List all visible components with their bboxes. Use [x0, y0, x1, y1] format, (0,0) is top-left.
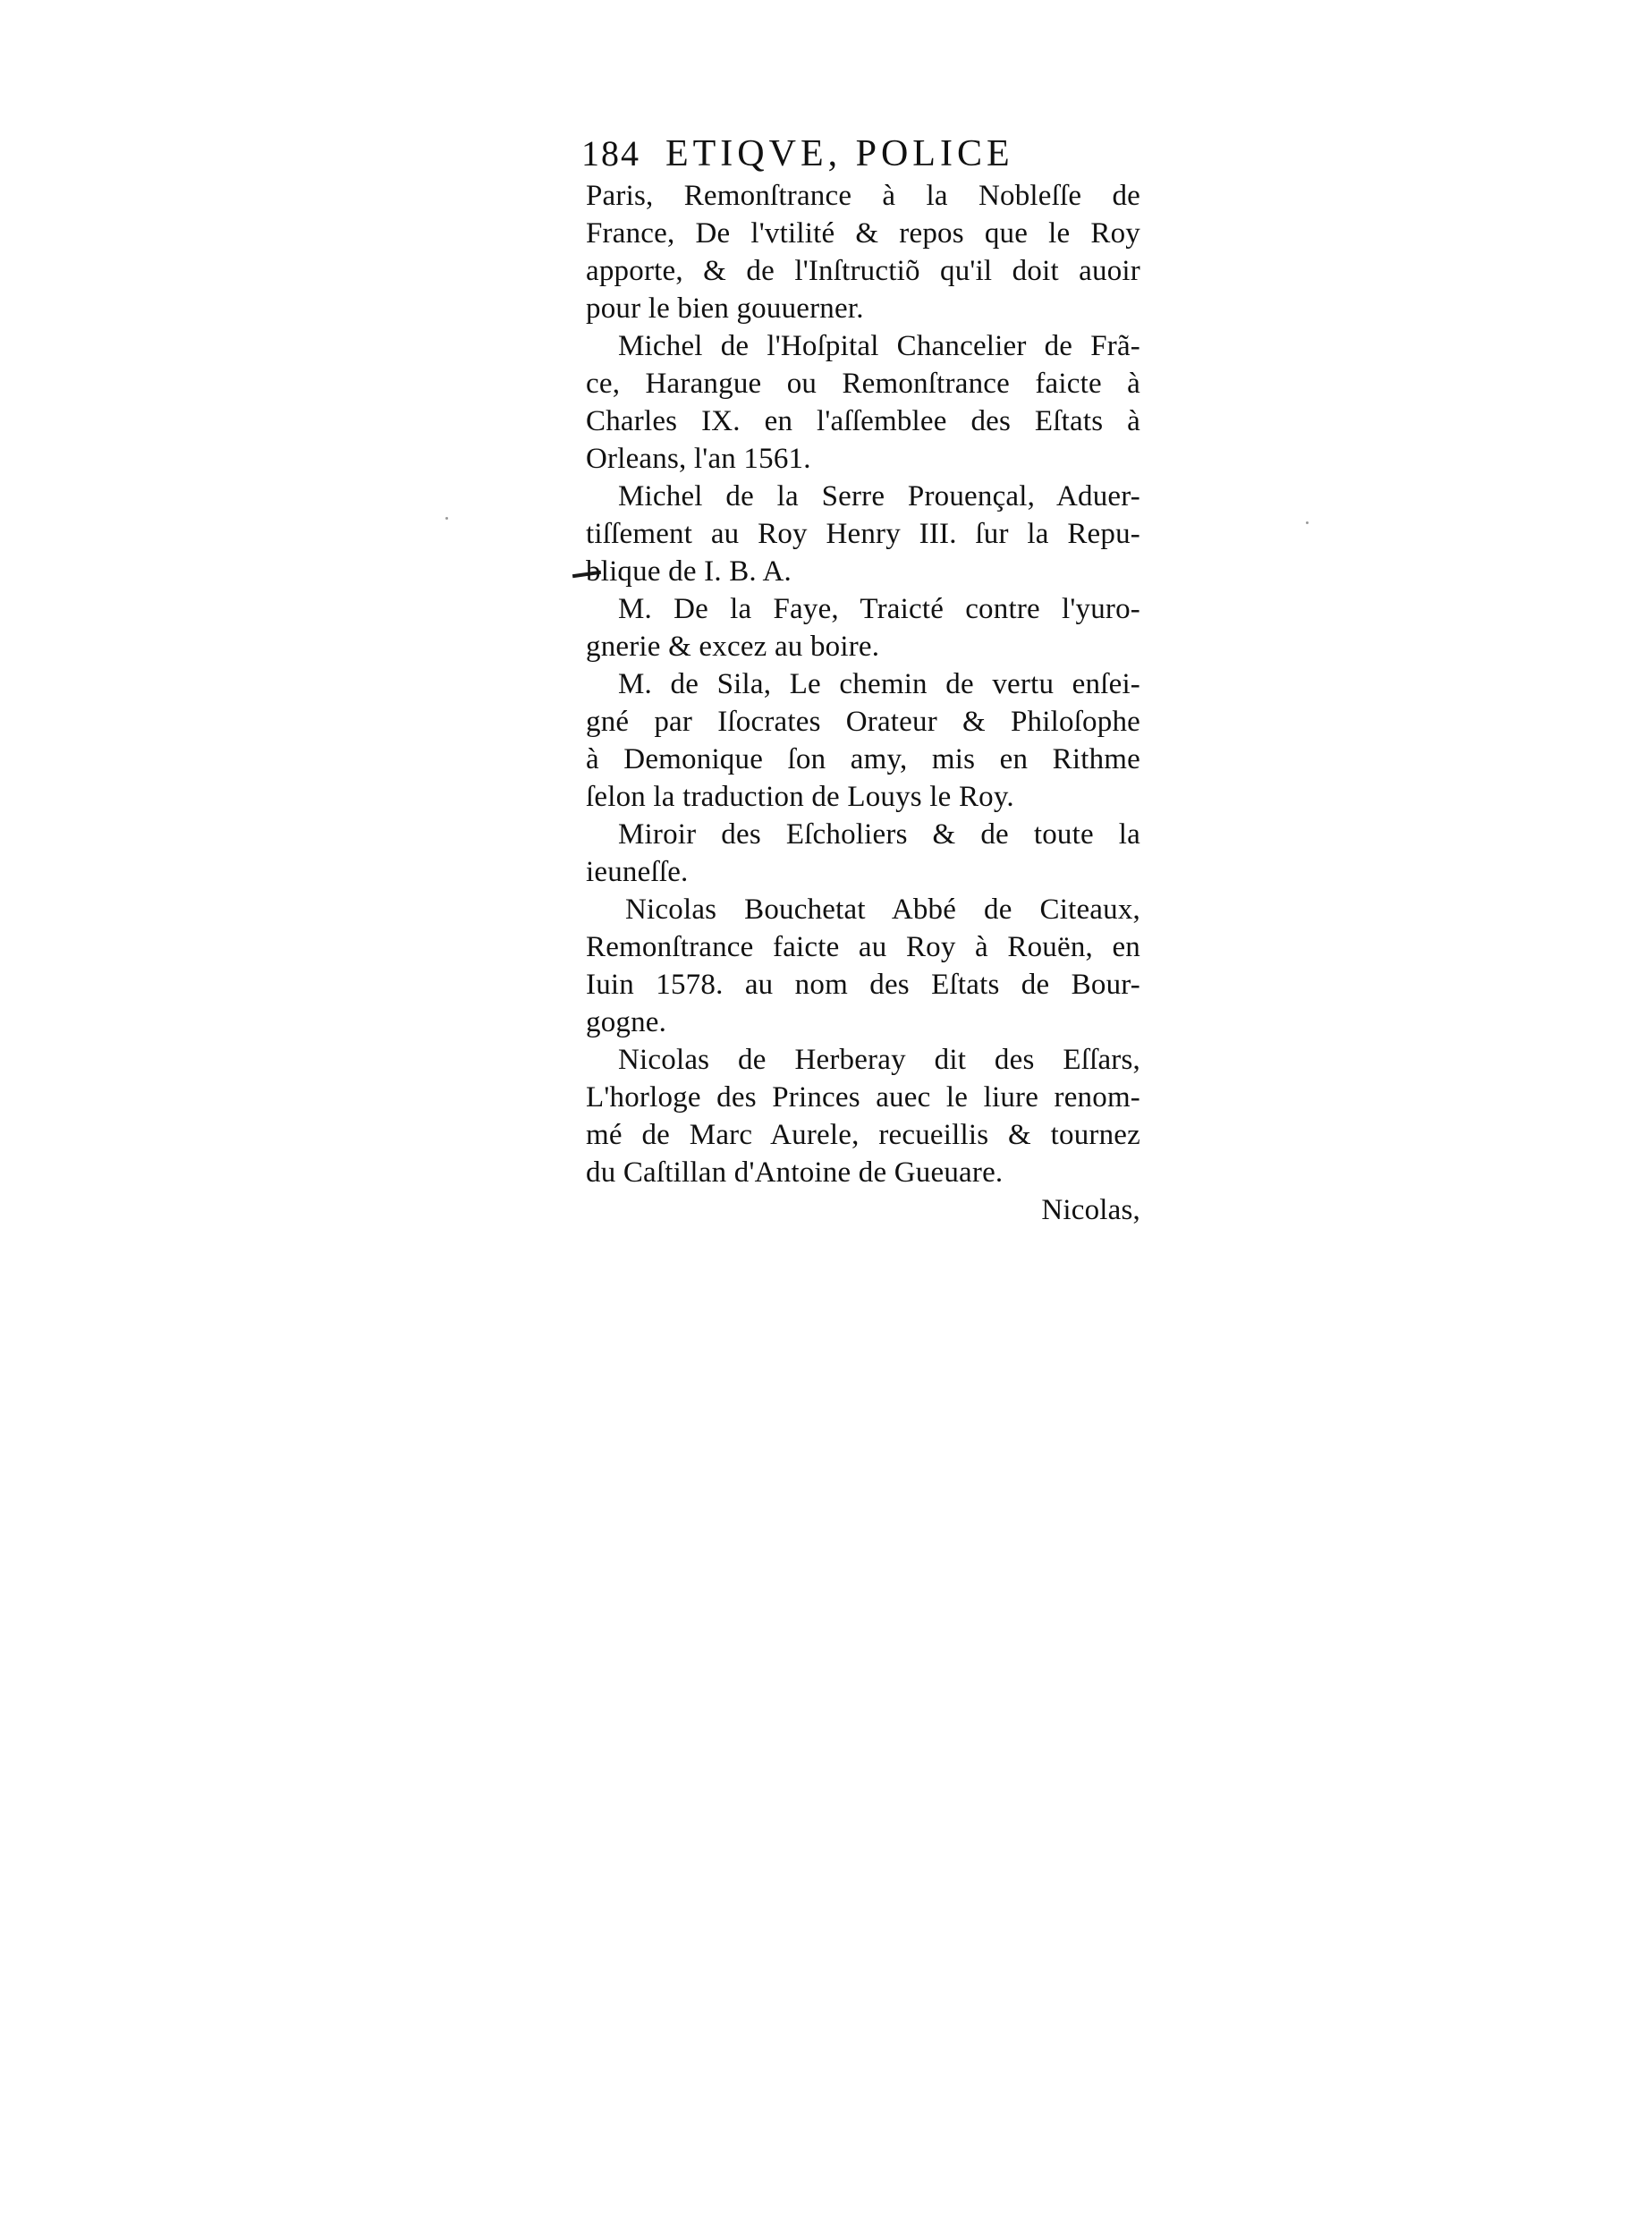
catchword: Nicolas,: [1041, 1194, 1140, 1226]
text-line: Orleans, l'an 1561.: [586, 443, 811, 475]
paper-speck: [1306, 521, 1309, 524]
running-head: ETIQVE, POLICE: [665, 133, 1014, 174]
text-line: Remonſtrance faicte au Roy à Rouën, en: [586, 931, 1140, 963]
text-line: Iuin 1578. au nom des Eſtats de Bour-: [586, 969, 1140, 1001]
text-line: ieuneſſe.: [586, 856, 689, 888]
text-line: Miroir des Eſcholiers & de toute la: [618, 818, 1140, 851]
text-line: M. de Sila, Le chemin de vertu enſei-: [618, 668, 1140, 700]
text-line: L'horloge des Princes auec le liure renom-: [586, 1081, 1140, 1114]
page-number: 184: [581, 133, 640, 174]
text-line: Paris, Remonſtrance à la Nobleſſe de: [586, 180, 1140, 212]
text-line: Michel de la Serre Prouençal, Aduer-: [618, 480, 1140, 512]
text-line: à Demonique ſon amy, mis en Rithme: [586, 743, 1140, 775]
text-line: ce, Harangue ou Remonſtrance faicte à: [586, 368, 1140, 400]
text-line: Charles IX. en l'aſſemblee des Eſtats à: [586, 405, 1140, 437]
text-line: France, De l'vtilité & repos que le Roy: [586, 217, 1140, 250]
text-line: gogne.: [586, 1006, 667, 1038]
text-line: mé de Marc Aurele, recueillis & tournez: [586, 1119, 1140, 1151]
text-line: pour le bien gouuerner.: [586, 292, 864, 325]
paper-speck: [445, 517, 448, 520]
text-line: Nicolas Bouchetat Abbé de Citeaux,: [625, 894, 1140, 926]
body-text: [586, 177, 1140, 1229]
text-line: Michel de l'Hoſpital Chancelier de Frã-: [618, 330, 1140, 362]
text-line: M. De la Faye, Traicté contre l'yuro-: [618, 593, 1140, 625]
text-line: ſelon la traduction de Louys le Roy.: [586, 781, 1014, 813]
text-line: tiſſement au Roy Henry III. ſur la Repu-: [586, 518, 1140, 550]
text-line: apporte, & de l'Inſtructiõ qu'il doit auoir: [586, 255, 1140, 287]
text-line: gnerie & excez au boire.: [586, 631, 880, 663]
text-line: du Caſtillan d'Antoine de Gueuare.: [586, 1156, 1004, 1189]
text-line: blique de I. B. A.: [586, 555, 792, 588]
text-line: gné par Iſocrates Orateur & Philoſophe: [586, 706, 1140, 738]
text-line: Nicolas de Herberay dit des Eſſars,: [618, 1044, 1140, 1076]
